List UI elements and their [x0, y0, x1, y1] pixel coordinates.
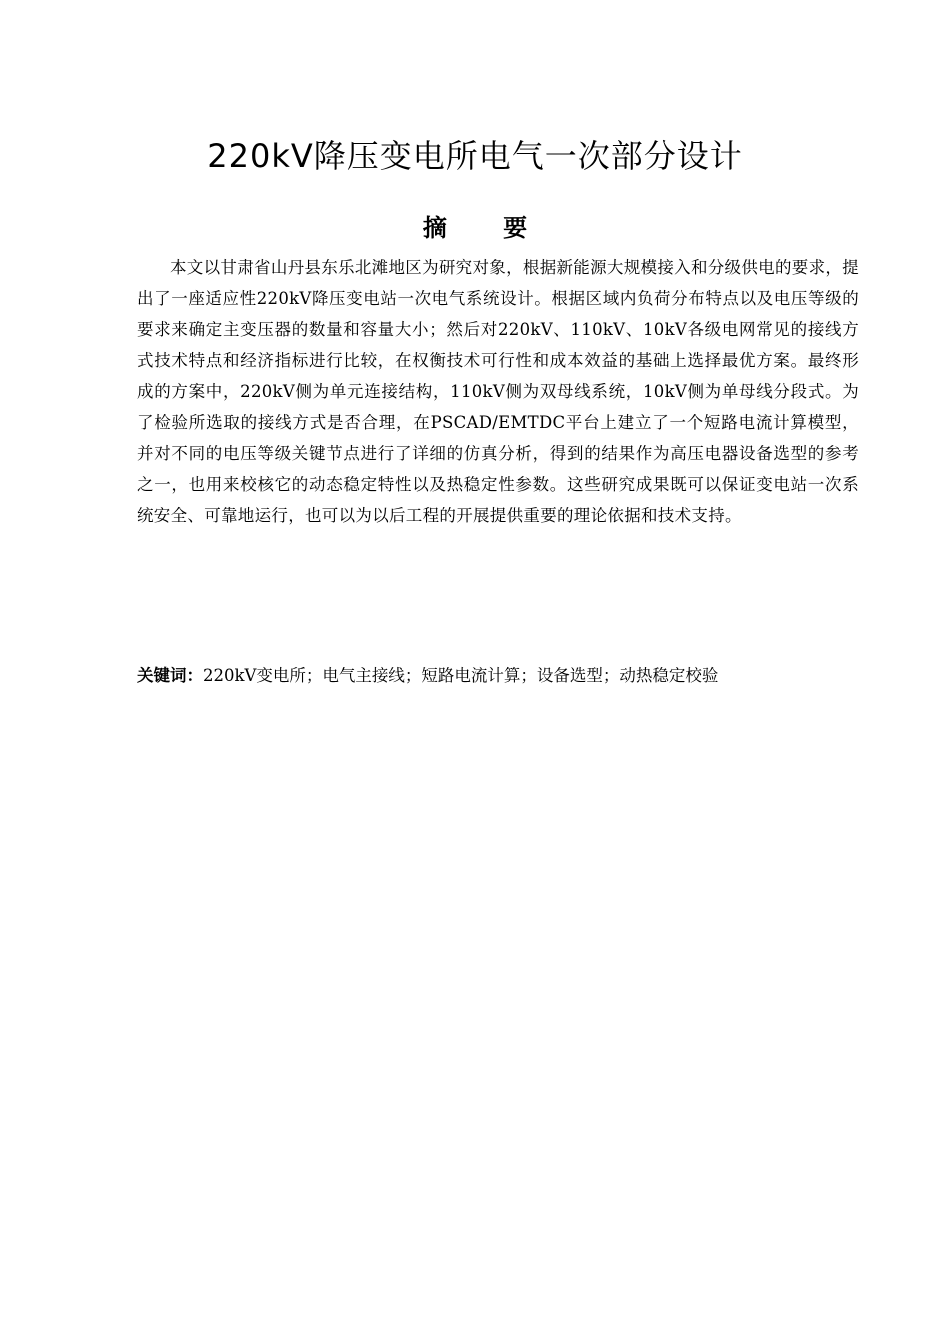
keywords-line [137, 660, 859, 692]
abstract-body: 本文以甘肃省山丹县东乐北滩地区为研究对象，根据新能源大规模接入和分级供电的要求，提出了一座适应性220kV降压变电站一次电气系统设计。根据区域内负荷分布特点以及电压等级的要求来确定主变压器的数量和容量大小；然后对220kV、110kV、10kV各级电网常见的接线方式技术特点和经济指标进行比较，在权衡技术可行性和成本效益的基础上选择最优方案。最终形成的方案中，220kV侧为单元连接结构，110kV侧为双母线系统，10kV侧为单母线分段式。为了检验所选取的接线方式是否合理，在PSCAD/EMTDC平台上建立了一个短路电流计算模型，并对不同的电压等级关键节点进行了详细的仿真分析，得到的结果作为高压电器设备选型的参考之一，也用来校核它的动态稳定特性以及热稳定性参数。这些研究成果既可以保证变电站一次系统安全、可靠地运行，也可以为以后工程的开展提供重要的理论依据和技术支持。 [137, 258, 859, 525]
abstract-heading: 摘 要 [422, 214, 552, 242]
keywords-label: 关键词： [137, 666, 203, 685]
paper-title: 220kV降压变电所电气一次部分设计 [207, 137, 743, 175]
keywords-text: 220kV变电所；电气主接线；短路电流计算；设备选型；动热稳定校验 [203, 666, 719, 685]
